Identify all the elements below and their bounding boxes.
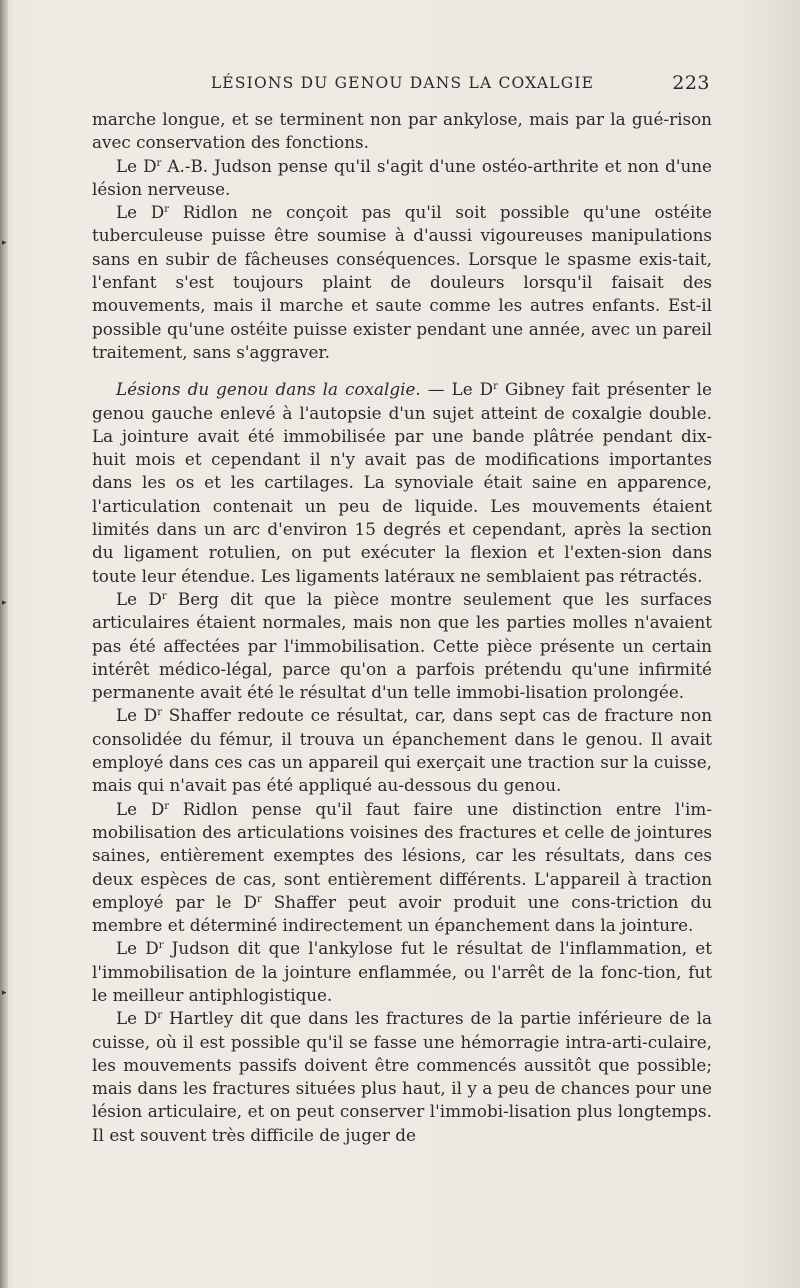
margin-mark: ▸ [2,598,7,608]
superscript: r [158,940,164,952]
paragraph-ridlon-1 [92,201,712,364]
paragraph-ridlon-2 [92,798,712,938]
paragraph-text-start: Le D [116,588,162,609]
paragraph-section-gibney [92,378,712,588]
paragraph-text: Shaffer peut avoir produit une cons-triction du membre et déterminé indirectement un épanchement dans la jointure. [92,891,712,936]
paragraph-text-start: Le D [116,798,165,819]
superscript: r [493,381,498,393]
paragraph-text: Ridlon pense qu'il faut faire une distinction entre l'im-mobilisation des articulations voisines des fractures et celle de jointures saines, entièrement exemptes des lésions, car les résultats, dans ces deux espèces de cas, sont entièrement différents. L'appareil à traction employé par le D [92,798,712,912]
paragraph-text-start: Le D [116,705,158,726]
page-binding-edge [0,0,8,1288]
paragraph-text: A.-B. Judson pense qu'il s'agit d'une ostéo-arthrite et non d'une lésion nerveuse. [92,155,712,199]
margin-mark: ▸ [2,988,7,998]
page-header [95,70,710,98]
paragraph-continuation [92,108,712,155]
paragraph-text: Hartley dit que dans les fractures de la partie inférieure de la cuisse, où il est possible qu'il se fasse une hémorragie intra-arti-culaire, les mouvements passifs doivent être commencés aussitôt que possible; mais dans les fractures situées plus haut, il y a peu de chances pour une lésion articulaire, et on peut conserver l'immobi-lisation plus longtemps. Il est souvent très difficile de juger de [92,1008,712,1145]
running-title: LÉSIONS DU GENOU DANS LA COXALGIE [210,74,595,92]
page-number: 223 [672,72,710,94]
paragraph-judson-2 [92,937,712,1007]
paragraph-text: Gibney fait présenter le genou gauche enlevé à l'autopsie d'un sujet atteint de coxalgie double. La jointure avait été immobilisée par une bande plâtrée pendant dix-huit mois et cependant il n'y avait pas de modifications importantes dans les os et les cartilages. La synoviale était saine en apparence, l'articulation contenait un peu de liquide. Les mouvements étaient limités dans un arc d'environ 15 degrés et cependant, après la section du ligament rotulien, on put exécuter la flexion et l'exten-sion dans toute leur étendue. Les ligaments latéraux ne semblaient pas rétractés. [92,379,712,586]
superscript: r [161,590,167,602]
superscript: r [156,157,162,169]
paragraph-text: marche longue, et se terminent non par ankylose, mais par la gué-rison avec conservation des fonctions. [92,109,712,153]
superscript: r [164,204,170,216]
paragraph-text: Shaffer redoute ce résultat, car, dans sept cas de fracture non consolidée du fémur, il trouva un épanchement dans le genou. Il avait employé dans ces cas un appareil qui exerçait une traction sur la cuisse, mais qui n'avait pas été appliqué au-dessous du genou. [92,705,712,796]
superscript: r [157,1010,163,1022]
paragraph-text-start: Le D [116,1008,158,1029]
paragraph-judson-1 [92,155,712,202]
section-title: Lésions du genou dans la coxalgie. [116,379,421,400]
paragraph-berg [92,588,712,704]
superscript: r [157,707,163,719]
superscript: r [164,800,170,812]
paragraph-text: Ridlon ne conçoit pas qu'il soit possible qu'une ostéite tuberculeuse puisse être soumise à d'aussi vigoureuses manipulations sans en subir de fâcheuses conséquences. Lorsque le spasme exis-tait, l'enfant s'est toujours plaint de douleurs lorsqu'il faisait des mouvements, mais il marche et saute comme les autres enfants. Est-il possible qu'une ostéite puisse exister pendant une année, avec un pareil traitement, sans s'aggraver. [92,202,712,362]
body-text [92,108,712,1147]
paragraph-text-start: Le D [116,155,157,176]
margin-mark: ▸ [2,238,7,248]
paragraph-hartley [92,1007,712,1147]
paragraph-text: Berg dit que la pièce montre seulement que les surfaces articulaires étaient normales, mais non que les parties molles n'avaient pas été affectées par l'immobilisation. Cette pièce présente un certain intérêt médico-légal, parce qu'on a parfois prétendu qu'une infirmité permanente avait été le résultat d'un telle immobi-lisation prolongée. [92,588,712,703]
paragraph-text: Judson dit que l'ankylose fut le résultat de l'inflammation, et l'immobilisation de la jointure enflammée, ou l'arrêt de la fonc-tion, fut le meilleur antiphlogistique. [92,938,712,1005]
paragraph-shaffer [92,704,712,797]
paragraph-text-start: Le D [116,938,159,959]
superscript: r [257,893,262,905]
paragraph-text-start: — Le D [420,379,494,400]
paragraph-text-start: Le D [116,202,165,223]
